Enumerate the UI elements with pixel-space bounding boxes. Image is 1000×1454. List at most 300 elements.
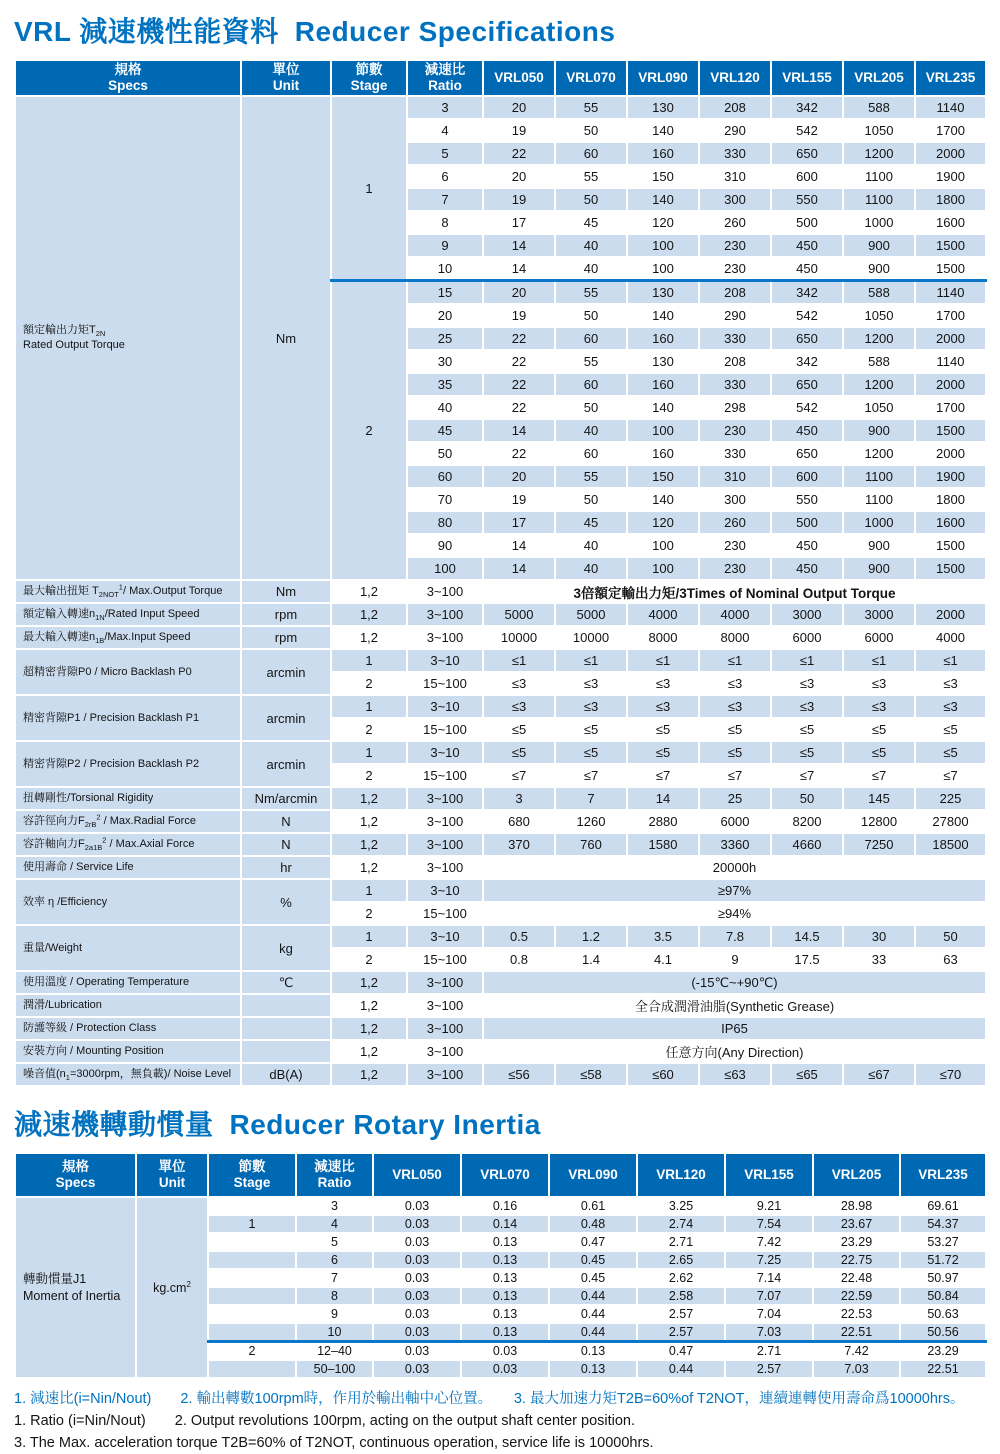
ratio-cell: 10: [407, 257, 483, 281]
value-cell: 760: [555, 833, 627, 856]
value-cell: 0.14: [461, 1215, 549, 1233]
value-cell: ≤3: [771, 672, 843, 695]
value-cell: 1200: [843, 373, 915, 396]
value-cell: 2.71: [725, 1342, 813, 1361]
reducer-specifications-table: [14, 59, 987, 1087]
value-cell: ≤5: [627, 718, 699, 741]
value-cell: ≤3: [627, 672, 699, 695]
ratio-cell: 8: [296, 1287, 373, 1305]
value-cell: 330: [699, 327, 771, 350]
value-cell: 2.74: [637, 1215, 725, 1233]
value-cell: 19: [483, 304, 555, 327]
stage-cell: 1: [331, 879, 407, 902]
stage-cell: 2: [331, 948, 407, 971]
model-col-header: VRL155: [771, 60, 843, 96]
value-cell: 0.16: [461, 1197, 549, 1215]
ratio-cell: 3~100: [407, 971, 483, 994]
value-cell: 145: [843, 787, 915, 810]
span-value-cell: 20000h: [483, 856, 986, 879]
value-cell: 1050: [843, 304, 915, 327]
spec-label: 精密背隙P2 / Precision Backlash P2: [15, 741, 241, 787]
value-cell: 50: [555, 304, 627, 327]
spec-label: 容許軸向力$F_{2a1B}^2$ / Max.Axial Force: [15, 833, 241, 856]
table-row: [15, 856, 986, 879]
value-cell: 22.53: [813, 1305, 900, 1323]
value-cell: 6000: [699, 810, 771, 833]
value-cell: 25: [699, 787, 771, 810]
stage-cell: [208, 1197, 296, 1215]
value-cell: 0.48: [549, 1215, 637, 1233]
page-title-specs: [14, 10, 985, 50]
table-row: [15, 925, 986, 948]
unit-cell: [241, 1040, 331, 1063]
unit-cell: $kg.cm^2$: [136, 1197, 208, 1378]
value-cell: 1500: [915, 534, 986, 557]
value-cell: 0.47: [637, 1342, 725, 1361]
value-cell: 50: [771, 787, 843, 810]
value-cell: 330: [699, 373, 771, 396]
spec-label: 額定輸出力矩$T_{2N}$ Rated Output Torque: [15, 96, 241, 580]
stage-cell: [208, 1305, 296, 1323]
ratio-cell: 50: [407, 442, 483, 465]
value-cell: 1.2: [555, 925, 627, 948]
table-row: [15, 649, 986, 672]
value-cell: 14: [483, 234, 555, 257]
value-cell: 7250: [843, 833, 915, 856]
unit-cell: Nm/arcmin: [241, 787, 331, 810]
value-cell: ≤7: [843, 764, 915, 787]
value-cell: 50.84: [900, 1287, 986, 1305]
value-cell: 230: [699, 419, 771, 442]
value-cell: 30: [843, 925, 915, 948]
value-cell: ≤3: [699, 695, 771, 718]
value-cell: 60: [555, 373, 627, 396]
value-cell: 120: [627, 211, 699, 234]
span-value-cell: IP65: [483, 1017, 986, 1040]
value-cell: 2.57: [637, 1305, 725, 1323]
value-cell: 2000: [915, 373, 986, 396]
inertia-title-en: Reducer Rotary Inertia: [230, 1109, 541, 1140]
table-row: [15, 994, 986, 1017]
value-cell: 10000: [555, 626, 627, 649]
value-cell: 6000: [843, 626, 915, 649]
model-col-header: VRL090: [627, 60, 699, 96]
value-cell: 45: [555, 211, 627, 234]
specs-title-en: Reducer Specifications: [295, 16, 616, 47]
ratio-cell: 45: [407, 419, 483, 442]
ratio-cell: 90: [407, 534, 483, 557]
value-cell: 0.03: [373, 1197, 461, 1215]
value-cell: 23.29: [813, 1233, 900, 1251]
stage-cell: 1,2: [331, 603, 407, 626]
value-cell: 1500: [915, 557, 986, 580]
value-cell: 22.51: [900, 1360, 986, 1378]
value-cell: ≤3: [555, 695, 627, 718]
inertia-title-zh: 減速機轉動慣量: [14, 1109, 214, 1140]
specs-title-zh: VRL 減速機性能資料: [14, 16, 279, 47]
ratio-cell: 3~100: [407, 994, 483, 1017]
stage-cell: 1,2: [331, 833, 407, 856]
spec-label: 轉動慣量J1 Moment of Inertia: [15, 1197, 136, 1378]
value-cell: 1260: [555, 810, 627, 833]
value-cell: 1200: [843, 442, 915, 465]
value-cell: 55: [555, 281, 627, 305]
value-cell: 1050: [843, 119, 915, 142]
value-cell: ≤58: [555, 1063, 627, 1086]
ratio-cell: 3~10: [407, 741, 483, 764]
ratio-cell: 3~100: [407, 787, 483, 810]
value-cell: 2000: [915, 327, 986, 350]
value-cell: 40: [555, 557, 627, 580]
value-cell: 5000: [483, 603, 555, 626]
reducer-rotary-inertia-table: [14, 1152, 987, 1379]
value-cell: 2.62: [637, 1269, 725, 1287]
value-cell: 0.03: [373, 1305, 461, 1323]
spec-label: 重量/Weight: [15, 925, 241, 971]
value-cell: 0.13: [461, 1233, 549, 1251]
value-cell: 260: [699, 211, 771, 234]
ratio-cell: 3~100: [407, 626, 483, 649]
value-cell: 0.03: [373, 1360, 461, 1378]
value-cell: 550: [771, 188, 843, 211]
value-cell: ≤67: [843, 1063, 915, 1086]
model-col-header: VRL090: [549, 1153, 637, 1197]
spec-col-header: 節數 Stage: [331, 60, 407, 96]
unit-cell: %: [241, 879, 331, 925]
value-cell: 6000: [771, 626, 843, 649]
value-cell: 4.1: [627, 948, 699, 971]
value-cell: 230: [699, 257, 771, 281]
stage-cell: 1,2: [331, 1017, 407, 1040]
spec-label: 最大輸出扭矩 $T_{2NOT}^1/$ Max.Output Torque: [15, 580, 241, 603]
value-cell: 100: [627, 534, 699, 557]
ratio-cell: 3~100: [407, 810, 483, 833]
stage-cell: [208, 1287, 296, 1305]
ratio-cell: 3: [296, 1197, 373, 1215]
value-cell: 900: [843, 257, 915, 281]
value-cell: 7: [555, 787, 627, 810]
value-cell: ≤5: [555, 718, 627, 741]
value-cell: 0.03: [373, 1233, 461, 1251]
value-cell: 600: [771, 165, 843, 188]
value-cell: ≤7: [627, 764, 699, 787]
value-cell: ≤1: [771, 649, 843, 672]
value-cell: 50.97: [900, 1269, 986, 1287]
value-cell: 140: [627, 188, 699, 211]
value-cell: 0.13: [461, 1323, 549, 1342]
value-cell: 2000: [915, 442, 986, 465]
stage-cell: 1,2: [331, 580, 407, 603]
footnote-en-1: 1. Ratio (i=Nin/Nout) 2. Output revolutions 100rpm, acting on the output shaft center position.: [14, 1411, 985, 1433]
span-value-cell: 全合成潤滑油脂(Synthetic Grease): [483, 994, 986, 1017]
model-col-header: VRL235: [915, 60, 986, 96]
value-cell: 0.03: [373, 1269, 461, 1287]
value-cell: 260: [699, 511, 771, 534]
stage-cell: 1,2: [331, 810, 407, 833]
value-cell: 150: [627, 465, 699, 488]
unit-cell: arcmin: [241, 649, 331, 695]
ratio-cell: 10: [296, 1323, 373, 1342]
value-cell: ≤1: [555, 649, 627, 672]
model-col-header: VRL205: [813, 1153, 900, 1197]
value-cell: 1000: [843, 211, 915, 234]
value-cell: ≤5: [699, 741, 771, 764]
unit-cell: Nm: [241, 580, 331, 603]
value-cell: 542: [771, 119, 843, 142]
value-cell: 19: [483, 488, 555, 511]
table-row: [15, 695, 986, 718]
value-cell: ≤3: [483, 695, 555, 718]
value-cell: 40: [555, 234, 627, 257]
value-cell: ≤1: [843, 649, 915, 672]
table-row: [15, 580, 986, 603]
table-row: [15, 833, 986, 856]
value-cell: 1800: [915, 488, 986, 511]
stage-cell: 1,2: [331, 1063, 407, 1086]
value-cell: 450: [771, 557, 843, 580]
value-cell: 7.54: [725, 1215, 813, 1233]
value-cell: 588: [843, 281, 915, 305]
ratio-cell: 8: [407, 211, 483, 234]
value-cell: 0.45: [549, 1269, 637, 1287]
value-cell: 45: [555, 511, 627, 534]
value-cell: 14: [483, 557, 555, 580]
value-cell: 300: [699, 188, 771, 211]
value-cell: 2.58: [637, 1287, 725, 1305]
value-cell: 130: [627, 96, 699, 119]
span-value-cell: ≥97%: [483, 879, 986, 902]
value-cell: ≤5: [483, 741, 555, 764]
model-col-header: VRL235: [900, 1153, 986, 1197]
ratio-cell: 100: [407, 557, 483, 580]
value-cell: 7.25: [725, 1251, 813, 1269]
table-row: [15, 626, 986, 649]
page-title-inertia: [14, 1103, 985, 1143]
unit-cell: rpm: [241, 603, 331, 626]
value-cell: 0.03: [373, 1323, 461, 1342]
value-cell: 208: [699, 350, 771, 373]
value-cell: 1700: [915, 304, 986, 327]
value-cell: 1700: [915, 119, 986, 142]
ratio-cell: 6: [296, 1251, 373, 1269]
ratio-cell: 9: [296, 1305, 373, 1323]
ratio-cell: 3~100: [407, 603, 483, 626]
spec-label: 額定輸入轉速$n_{1N}$/Rated Input Speed: [15, 603, 241, 626]
model-col-header: VRL155: [725, 1153, 813, 1197]
value-cell: 14.5: [771, 925, 843, 948]
value-cell: 10000: [483, 626, 555, 649]
value-cell: 330: [699, 142, 771, 165]
value-cell: 2.57: [725, 1360, 813, 1378]
value-cell: ≤7: [555, 764, 627, 787]
value-cell: 40: [555, 257, 627, 281]
value-cell: 8000: [699, 626, 771, 649]
value-cell: ≤1: [915, 649, 986, 672]
value-cell: 7.8: [699, 925, 771, 948]
value-cell: 51.72: [900, 1251, 986, 1269]
value-cell: 7.04: [725, 1305, 813, 1323]
value-cell: 54.37: [900, 1215, 986, 1233]
value-cell: 7.42: [725, 1233, 813, 1251]
table-row: [15, 1063, 986, 1086]
stage-cell: 1: [208, 1215, 296, 1233]
value-cell: 330: [699, 442, 771, 465]
stage-cell: 1: [331, 695, 407, 718]
value-cell: 450: [771, 234, 843, 257]
value-cell: 22.48: [813, 1269, 900, 1287]
value-cell: 19: [483, 188, 555, 211]
value-cell: 50: [555, 188, 627, 211]
span-value-cell: ≥94%: [483, 902, 986, 925]
stage-cell: [208, 1269, 296, 1287]
span-value-cell: (-15℃~+90℃): [483, 971, 986, 994]
value-cell: 22.51: [813, 1323, 900, 1342]
value-cell: 1100: [843, 165, 915, 188]
value-cell: 7.03: [725, 1323, 813, 1342]
value-cell: ≤5: [915, 741, 986, 764]
value-cell: 1140: [915, 96, 986, 119]
value-cell: ≤7: [771, 764, 843, 787]
value-cell: 2880: [627, 810, 699, 833]
value-cell: 370: [483, 833, 555, 856]
value-cell: ≤63: [699, 1063, 771, 1086]
spec-label: 精密背隙P1 / Precision Backlash P1: [15, 695, 241, 741]
ratio-cell: 3~100: [407, 856, 483, 879]
value-cell: 500: [771, 511, 843, 534]
value-cell: 60: [555, 142, 627, 165]
spec-label: 安裝方向 / Mounting Position: [15, 1040, 241, 1063]
value-cell: 33: [843, 948, 915, 971]
value-cell: 0.44: [549, 1287, 637, 1305]
ratio-cell: 50–100: [296, 1360, 373, 1378]
value-cell: 50: [555, 396, 627, 419]
value-cell: 3000: [843, 603, 915, 626]
value-cell: 0.44: [637, 1360, 725, 1378]
value-cell: 19: [483, 119, 555, 142]
value-cell: 0.13: [461, 1269, 549, 1287]
value-cell: 1500: [915, 419, 986, 442]
value-cell: 27800: [915, 810, 986, 833]
value-cell: 0.13: [549, 1360, 637, 1378]
ratio-cell: 7: [296, 1269, 373, 1287]
value-cell: 14: [627, 787, 699, 810]
spec-col-header: 單位 Unit: [136, 1153, 208, 1197]
value-cell: ≤5: [483, 718, 555, 741]
value-cell: ≤5: [771, 741, 843, 764]
value-cell: 4000: [915, 626, 986, 649]
value-cell: 208: [699, 281, 771, 305]
value-cell: 22: [483, 327, 555, 350]
value-cell: ≤60: [627, 1063, 699, 1086]
value-cell: 310: [699, 165, 771, 188]
value-cell: 1700: [915, 396, 986, 419]
value-cell: ≤7: [483, 764, 555, 787]
unit-cell: ℃: [241, 971, 331, 994]
table-row: [15, 971, 986, 994]
spec-label: 容許徑向力$F_{2rB}^2$ / Max.Radial Force: [15, 810, 241, 833]
value-cell: 0.47: [549, 1233, 637, 1251]
value-cell: 17: [483, 511, 555, 534]
spec-col-header: 減速比 Ratio: [407, 60, 483, 96]
table-row: [15, 879, 986, 902]
value-cell: 14: [483, 257, 555, 281]
value-cell: 0.44: [549, 1305, 637, 1323]
value-cell: 9.21: [725, 1197, 813, 1215]
value-cell: 100: [627, 257, 699, 281]
value-cell: ≤3: [771, 695, 843, 718]
value-cell: 140: [627, 488, 699, 511]
value-cell: 900: [843, 557, 915, 580]
value-cell: ≤5: [771, 718, 843, 741]
value-cell: 310: [699, 465, 771, 488]
value-cell: 208: [699, 96, 771, 119]
value-cell: 7.42: [813, 1342, 900, 1361]
value-cell: 0.13: [461, 1287, 549, 1305]
unit-cell: dB(A): [241, 1063, 331, 1086]
stage-cell: 1: [331, 96, 407, 281]
value-cell: 40: [555, 419, 627, 442]
value-cell: 1900: [915, 165, 986, 188]
value-cell: 1200: [843, 327, 915, 350]
value-cell: 7.07: [725, 1287, 813, 1305]
table-row: [15, 1017, 986, 1040]
value-cell: 1100: [843, 188, 915, 211]
value-cell: 1600: [915, 511, 986, 534]
value-cell: 0.44: [549, 1323, 637, 1342]
ratio-cell: 30: [407, 350, 483, 373]
unit-cell: arcmin: [241, 741, 331, 787]
value-cell: ≤1: [699, 649, 771, 672]
value-cell: 160: [627, 373, 699, 396]
value-cell: 1200: [843, 142, 915, 165]
value-cell: 300: [699, 488, 771, 511]
value-cell: 0.13: [549, 1342, 637, 1361]
ratio-cell: 7: [407, 188, 483, 211]
value-cell: 2.65: [637, 1251, 725, 1269]
ratio-cell: 3~10: [407, 695, 483, 718]
spec-label: 扭轉剛性/Torsional Rigidity: [15, 787, 241, 810]
value-cell: 1140: [915, 281, 986, 305]
value-cell: ≤70: [915, 1063, 986, 1086]
value-cell: 17.5: [771, 948, 843, 971]
value-cell: 230: [699, 557, 771, 580]
value-cell: 17: [483, 211, 555, 234]
value-cell: ≤5: [627, 741, 699, 764]
value-cell: 1500: [915, 257, 986, 281]
value-cell: 3.5: [627, 925, 699, 948]
spec-label: 超精密背隙P0 / Micro Backlash P0: [15, 649, 241, 695]
unit-cell: N: [241, 810, 331, 833]
value-cell: ≤3: [915, 672, 986, 695]
value-cell: 1140: [915, 350, 986, 373]
value-cell: 650: [771, 142, 843, 165]
value-cell: 14: [483, 534, 555, 557]
value-cell: 0.13: [461, 1251, 549, 1269]
value-cell: ≤56: [483, 1063, 555, 1086]
ratio-cell: 3~100: [407, 1017, 483, 1040]
value-cell: ≤3: [843, 695, 915, 718]
table-row: [15, 810, 986, 833]
value-cell: 22: [483, 373, 555, 396]
value-cell: 130: [627, 281, 699, 305]
value-cell: 60: [555, 327, 627, 350]
value-cell: 28.98: [813, 1197, 900, 1215]
ratio-cell: 3~10: [407, 925, 483, 948]
model-col-header: VRL070: [461, 1153, 549, 1197]
spec-label: 效率 η /Efficiency: [15, 879, 241, 925]
value-cell: 500: [771, 211, 843, 234]
unit-cell: rpm: [241, 626, 331, 649]
